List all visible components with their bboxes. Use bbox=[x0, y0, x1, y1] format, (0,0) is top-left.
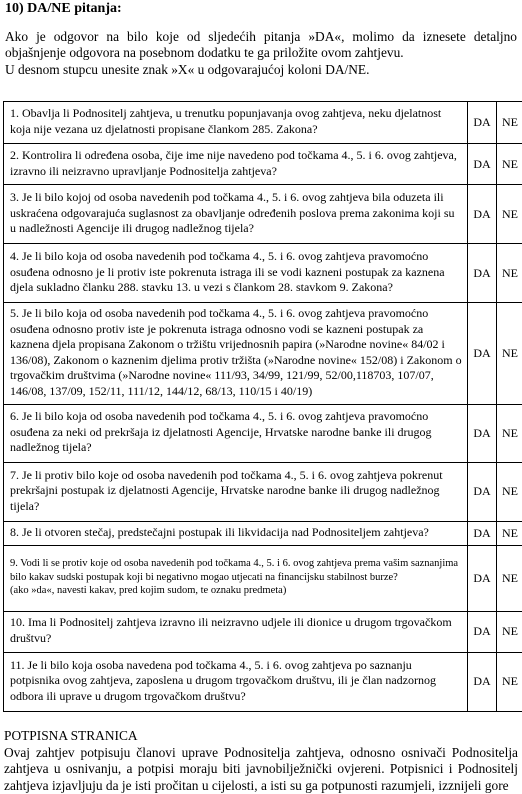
question-text: 3. Je li bilo kojoj od osoba navedenih pod točkama 4., 5. i 6. ovog zahtjeva bila oduzeta ili uskraćena odgovarajuća suglasnost za obavljanje određenih poslova prema zakonima koji su u nadležnosti Agencije ili drugog nadležnog tijela? bbox=[4, 185, 468, 244]
question-row bbox=[4, 652, 522, 711]
yes-cell[interactable]: DA bbox=[468, 244, 497, 303]
question-row bbox=[4, 185, 522, 244]
no-cell[interactable]: NE bbox=[497, 144, 522, 185]
question-text: 5. Je li bilo koja od osoba navedenih pod točkama 4., 5. i 6. ovog zahtjeva pravomoćno osuđena odnosno protiv iste je pokrenuta istraga odnosno vodi se kazneni postupak za kaznena djela propisana Zakonom o tržištu vrijednosnih papira (»Narodne novine« 84/02 i 136/08), Zakonom o kaznenim djelima protiv tržišta (»Narodne novine« 152/08) i Zakonom o trgovačkim društvima (»Narodne novine« 111/93, 34/99, 121/99, 52/00,118703, 107/07, 146/08, 137/09, 152/11, 111/12, 144/12, 68/13, 110/15 i 40/19) bbox=[4, 303, 468, 405]
question-text: 2. Kontrolira li određena osoba, čije ime nije navedeno pod točkama 4., 5. i 6. ovog zahtjeva, izravno ili neizravno upravljanje Podnositelja zahtjeva? bbox=[4, 144, 468, 185]
question-row bbox=[4, 404, 522, 462]
section-intro bbox=[5, 29, 517, 78]
no-cell[interactable]: NE bbox=[497, 244, 522, 303]
yes-cell[interactable]: DA bbox=[468, 652, 497, 711]
question-row bbox=[4, 462, 522, 521]
no-cell[interactable]: NE bbox=[497, 102, 522, 144]
yes-cell[interactable]: DA bbox=[468, 545, 497, 611]
yes-cell[interactable]: DA bbox=[468, 611, 497, 652]
no-cell[interactable]: NE bbox=[497, 652, 522, 711]
question-text: 11. Je li bilo koja osoba navedena pod točkama 4., 5. i 6. ovog zahtjeva po saznanju potpisnika ovog zahtjeva, zaposlena u drugom trgovačkom društvu, ili je član nadzornog odbora ili uprave u drugom trgovačkom društvu? bbox=[4, 652, 468, 711]
signature-page-text: Ovaj zahtjev potpisuju članovi uprave Podnositelja zahtjeva, odnosno osnivači Podnositelja zahtjeva u osnivanju, a potpisi moraju biti javnobilježnički ovjereni. Potpisnici i Podnositelj zahtjeva izjavljuju da je isti pročitan u cijelosti, a isti su ga potpunosti razumjeli, izznijeli gore bbox=[4, 745, 518, 793]
section-title: 10) DA/NE pitanja: bbox=[5, 1, 122, 16]
intro-paragraph-instruction: U desnom stupcu unesite znak »X« u odgovarajućoj koloni DA/NE. bbox=[5, 61, 370, 77]
question-row bbox=[4, 521, 522, 545]
question-text: 4. Je li bilo koja od osoba navedenih pod točkama 4., 5. i 6. ovog zahtjeva pravomoćno osuđena odnosno je li protiv iste pokrenuta istraga ili se vodi kazneni postupak za kaznena djela sukladno članku 288. stavku 13. u vezi s člankom 28. stavkom 9. Zakona? bbox=[4, 244, 468, 303]
no-cell[interactable]: NE bbox=[497, 185, 522, 244]
yes-cell[interactable]: DA bbox=[468, 144, 497, 185]
question-text: 1. Obavlja li Podnositelj zahtjeva, u trenutku popunjavanja ovog zahtjeva, neku djelatnost koja nije vezana uz djelatnosti propisane člankom 285. Zakona? bbox=[4, 102, 468, 144]
question-text: 8. Je li otvoren stečaj, predstečajni postupak ili likvidacija nad Podnositeljem zahtjeva? bbox=[4, 521, 468, 545]
no-cell[interactable]: NE bbox=[497, 404, 522, 462]
question-row bbox=[4, 303, 522, 405]
question-text: 6. Je li bilo koja od osoba navedenih pod točkama 4., 5. i 6. ovog zahtjeva pravomoćno osuđena za neki od prekršaja iz djelatnosti Agencije, Hrvatske narodne banke ili drugog nadležnog tijela? bbox=[4, 404, 468, 462]
no-cell[interactable]: NE bbox=[497, 611, 522, 652]
yes-cell[interactable]: DA bbox=[468, 303, 497, 405]
question-row bbox=[4, 102, 522, 144]
question-text: 10. Ima li Podnositelj zahtjeva izravno ili neizravno udjele ili dionice u drugom trgovačkom društvu? bbox=[4, 611, 468, 652]
question-text: 7. Je li protiv bilo koje od osoba navedenih pod točkama 4., 5. i 6. ovog zahtjeva pokrenut prekršajni postupak iz djelatnosti Agencije, Hrvatske narodne banke ili drugog nadležnog tijela? bbox=[4, 462, 468, 521]
signature-page-title: POTPISNA STRANICA bbox=[4, 728, 138, 743]
question-row bbox=[4, 611, 522, 652]
question-text bbox=[4, 545, 468, 611]
question-row bbox=[4, 545, 522, 611]
question-9-note: (ako »da«, navesti kakav, pred kojim sudom, te oznaku predmeta) bbox=[10, 585, 287, 597]
intro-paragraph-explanation: Ako je odgovor na bilo koje od sljedećih pitanja »DA«, molimo da iznesete detaljno objašnjenje odgovora na posebnom dodatku te ga priložite ovom zahtjevu. bbox=[5, 29, 517, 61]
question-9-body: 9. Vodi li se protiv koje od osoba navedenih pod točkama 4., 5. i 6. ovog zahtjeva prema vašim saznanjima bilo kakav sudski postupak koji bi negativno mogao utjecati na financijsku stabilnost burze? bbox=[10, 558, 459, 583]
no-cell[interactable]: NE bbox=[497, 303, 522, 405]
no-cell[interactable]: NE bbox=[497, 545, 522, 611]
yes-cell[interactable]: DA bbox=[468, 404, 497, 462]
yes-no-questions-table bbox=[3, 101, 522, 712]
question-row bbox=[4, 144, 522, 185]
no-cell[interactable]: NE bbox=[497, 462, 522, 521]
yes-cell[interactable]: DA bbox=[468, 462, 497, 521]
no-cell[interactable]: NE bbox=[497, 521, 522, 545]
yes-cell[interactable]: DA bbox=[468, 185, 497, 244]
yes-cell[interactable]: DA bbox=[468, 521, 497, 545]
question-row bbox=[4, 244, 522, 303]
yes-cell[interactable]: DA bbox=[468, 102, 497, 144]
